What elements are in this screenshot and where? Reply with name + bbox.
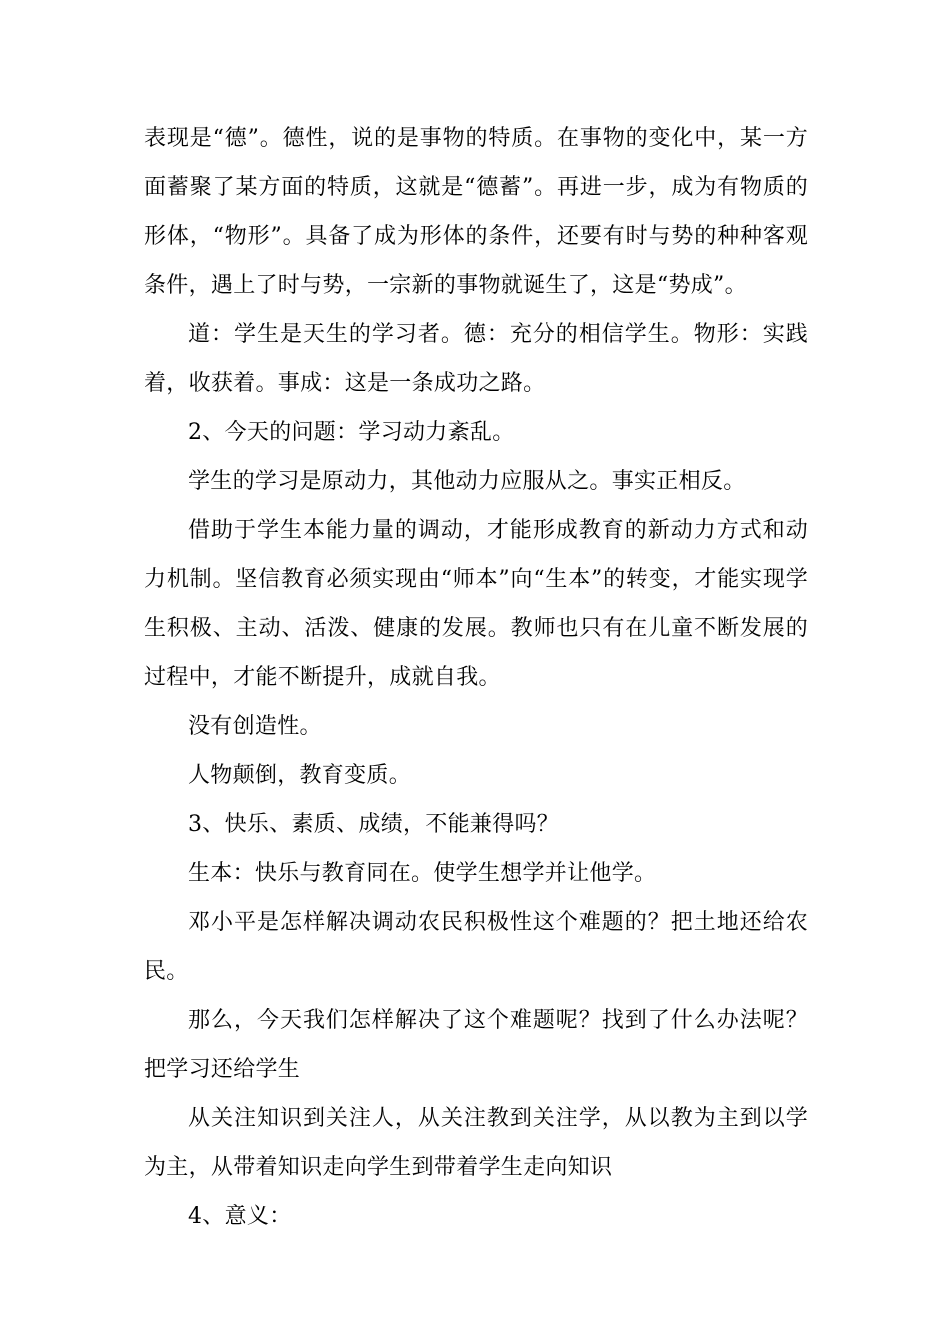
paragraph-2: 道：学生是天生的学习者。德：充分的相信学生。物形：实践着，收获着。事成：这是一条成功之路。 bbox=[144, 322, 808, 396]
paragraph-6: 没有创造性。 bbox=[188, 714, 322, 739]
paragraph-10: 邓小平是怎样解决调动农民积极性这个难题的？把土地还给农民。 bbox=[144, 910, 808, 984]
paragraph-1: 表现是“德”。德性，说的是事物的特质。在事物的变化中，某一方面蓄聚了某方面的特质，这就是“德蓄”。再进一步，成为有物质的形体，“物形”。具备了成为形体的条件，还要有时与势的种种客观条件，遇上了时与势，一宗新的事物就诞生了，这是“势成”。 bbox=[144, 126, 808, 298]
paragraph-8: 3、快乐、素质、成绩，不能兼得吗？ bbox=[188, 812, 560, 837]
paragraph-11: 那么，今天我们怎样解决了这个难题呢？找到了什么办法呢？把学习还给学生 bbox=[144, 1008, 808, 1082]
paragraph-3: 2、今天的问题：学习动力紊乱。 bbox=[188, 420, 515, 445]
paragraph-12: 从关注知识到关注人，从关注教到关注学，从以教为主到以学为主，从带着知识走向学生到带着学生走向知识 bbox=[144, 1106, 808, 1180]
paragraph-7: 人物颠倒，教育变质。 bbox=[188, 763, 412, 788]
paragraph-9: 生本：快乐与教育同在。使学生想学并让他学。 bbox=[188, 861, 657, 886]
document-body bbox=[144, 114, 808, 1241]
paragraph-4: 学生的学习是原动力，其他动力应服从之。事实正相反。 bbox=[188, 469, 746, 494]
paragraph-13: 4、意义： bbox=[188, 1204, 292, 1229]
paragraph-5: 借助于学生本能力量的调动，才能形成教育的新动力方式和动力机制。坚信教育必须实现由“师本”向“生本”的转变，才能实现学生积极、主动、活泼、健康的发展。教师也只有在儿童不断发展的过程中，才能不断提升，成就自我。 bbox=[144, 518, 808, 690]
